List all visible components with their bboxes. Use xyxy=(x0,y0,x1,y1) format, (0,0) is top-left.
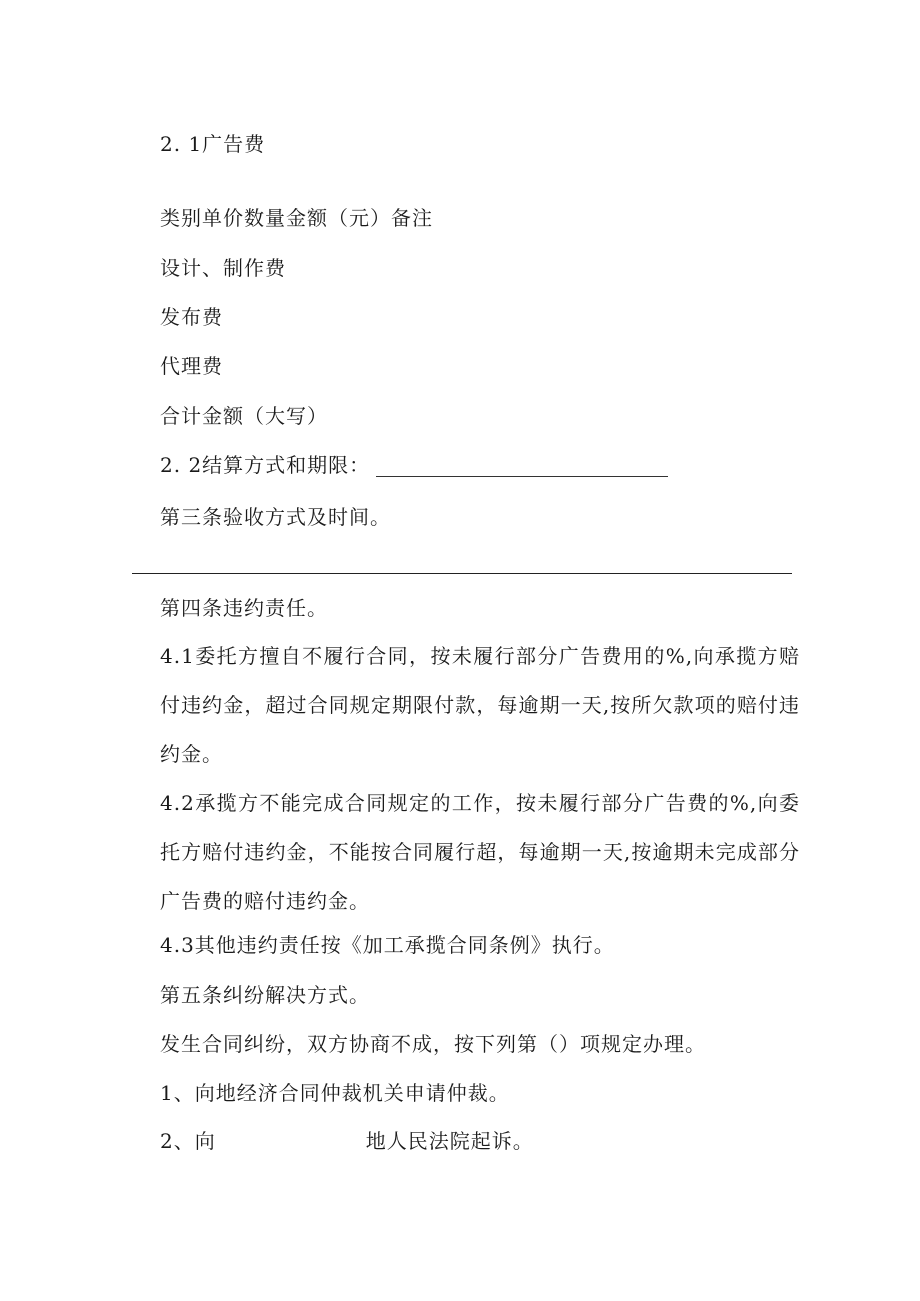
fee-row-agency: 代理费 xyxy=(160,354,223,378)
option-2-prefix: 2、向 xyxy=(160,1129,216,1153)
fee-table-header: 类别单价数量金额（元）备注 xyxy=(160,206,433,230)
settlement-blank xyxy=(376,456,668,477)
fee-row-total: 合计金额（大写） xyxy=(160,404,328,428)
article-3-heading: 第三条验收方式及时间。 xyxy=(160,505,391,529)
fee-row-design: 设计、制作费 xyxy=(160,256,286,280)
fee-row-publish: 发布费 xyxy=(160,305,223,329)
clause-4-1: 4.1委托方擅自不履行合同，按未履行部分广告费用的%,向承揽方赔付违约金，超过合同规定期限付款，每逾期一天,按所欠款项的赔付违约金。 xyxy=(160,644,800,766)
horizontal-rule xyxy=(132,573,792,574)
section-2-1-heading: 2. 1广告费 xyxy=(160,132,266,156)
section-2-2-label: 2. 2结算方式和期限： xyxy=(160,453,371,477)
article-4-heading: 第四条违约责任。 xyxy=(160,596,328,620)
article-5-intro: 发生合同纠纷，双方协商不成，按下列第（）项规定办理。 xyxy=(160,1032,706,1056)
option-2-suffix: 地人民法院起诉。 xyxy=(365,1129,534,1153)
option-1: 1、向地经济合同仲裁机关申请仲裁。 xyxy=(160,1081,510,1105)
option-2 xyxy=(160,1129,534,1153)
section-2-2-line xyxy=(160,453,668,477)
article-5-heading: 第五条纠纷解决方式。 xyxy=(160,983,370,1007)
clause-4-3: 4.3其他违约责任按《加工承揽合同条例》执行。 xyxy=(160,933,615,957)
clause-4-2: 4.2承揽方不能完成合同规定的工作，按未履行部分广告费的%,向委托方赔付违约金，不能按合同履行超，每逾期一天,按逾期未完成部分广告费的赔付违约金。 xyxy=(160,791,800,913)
